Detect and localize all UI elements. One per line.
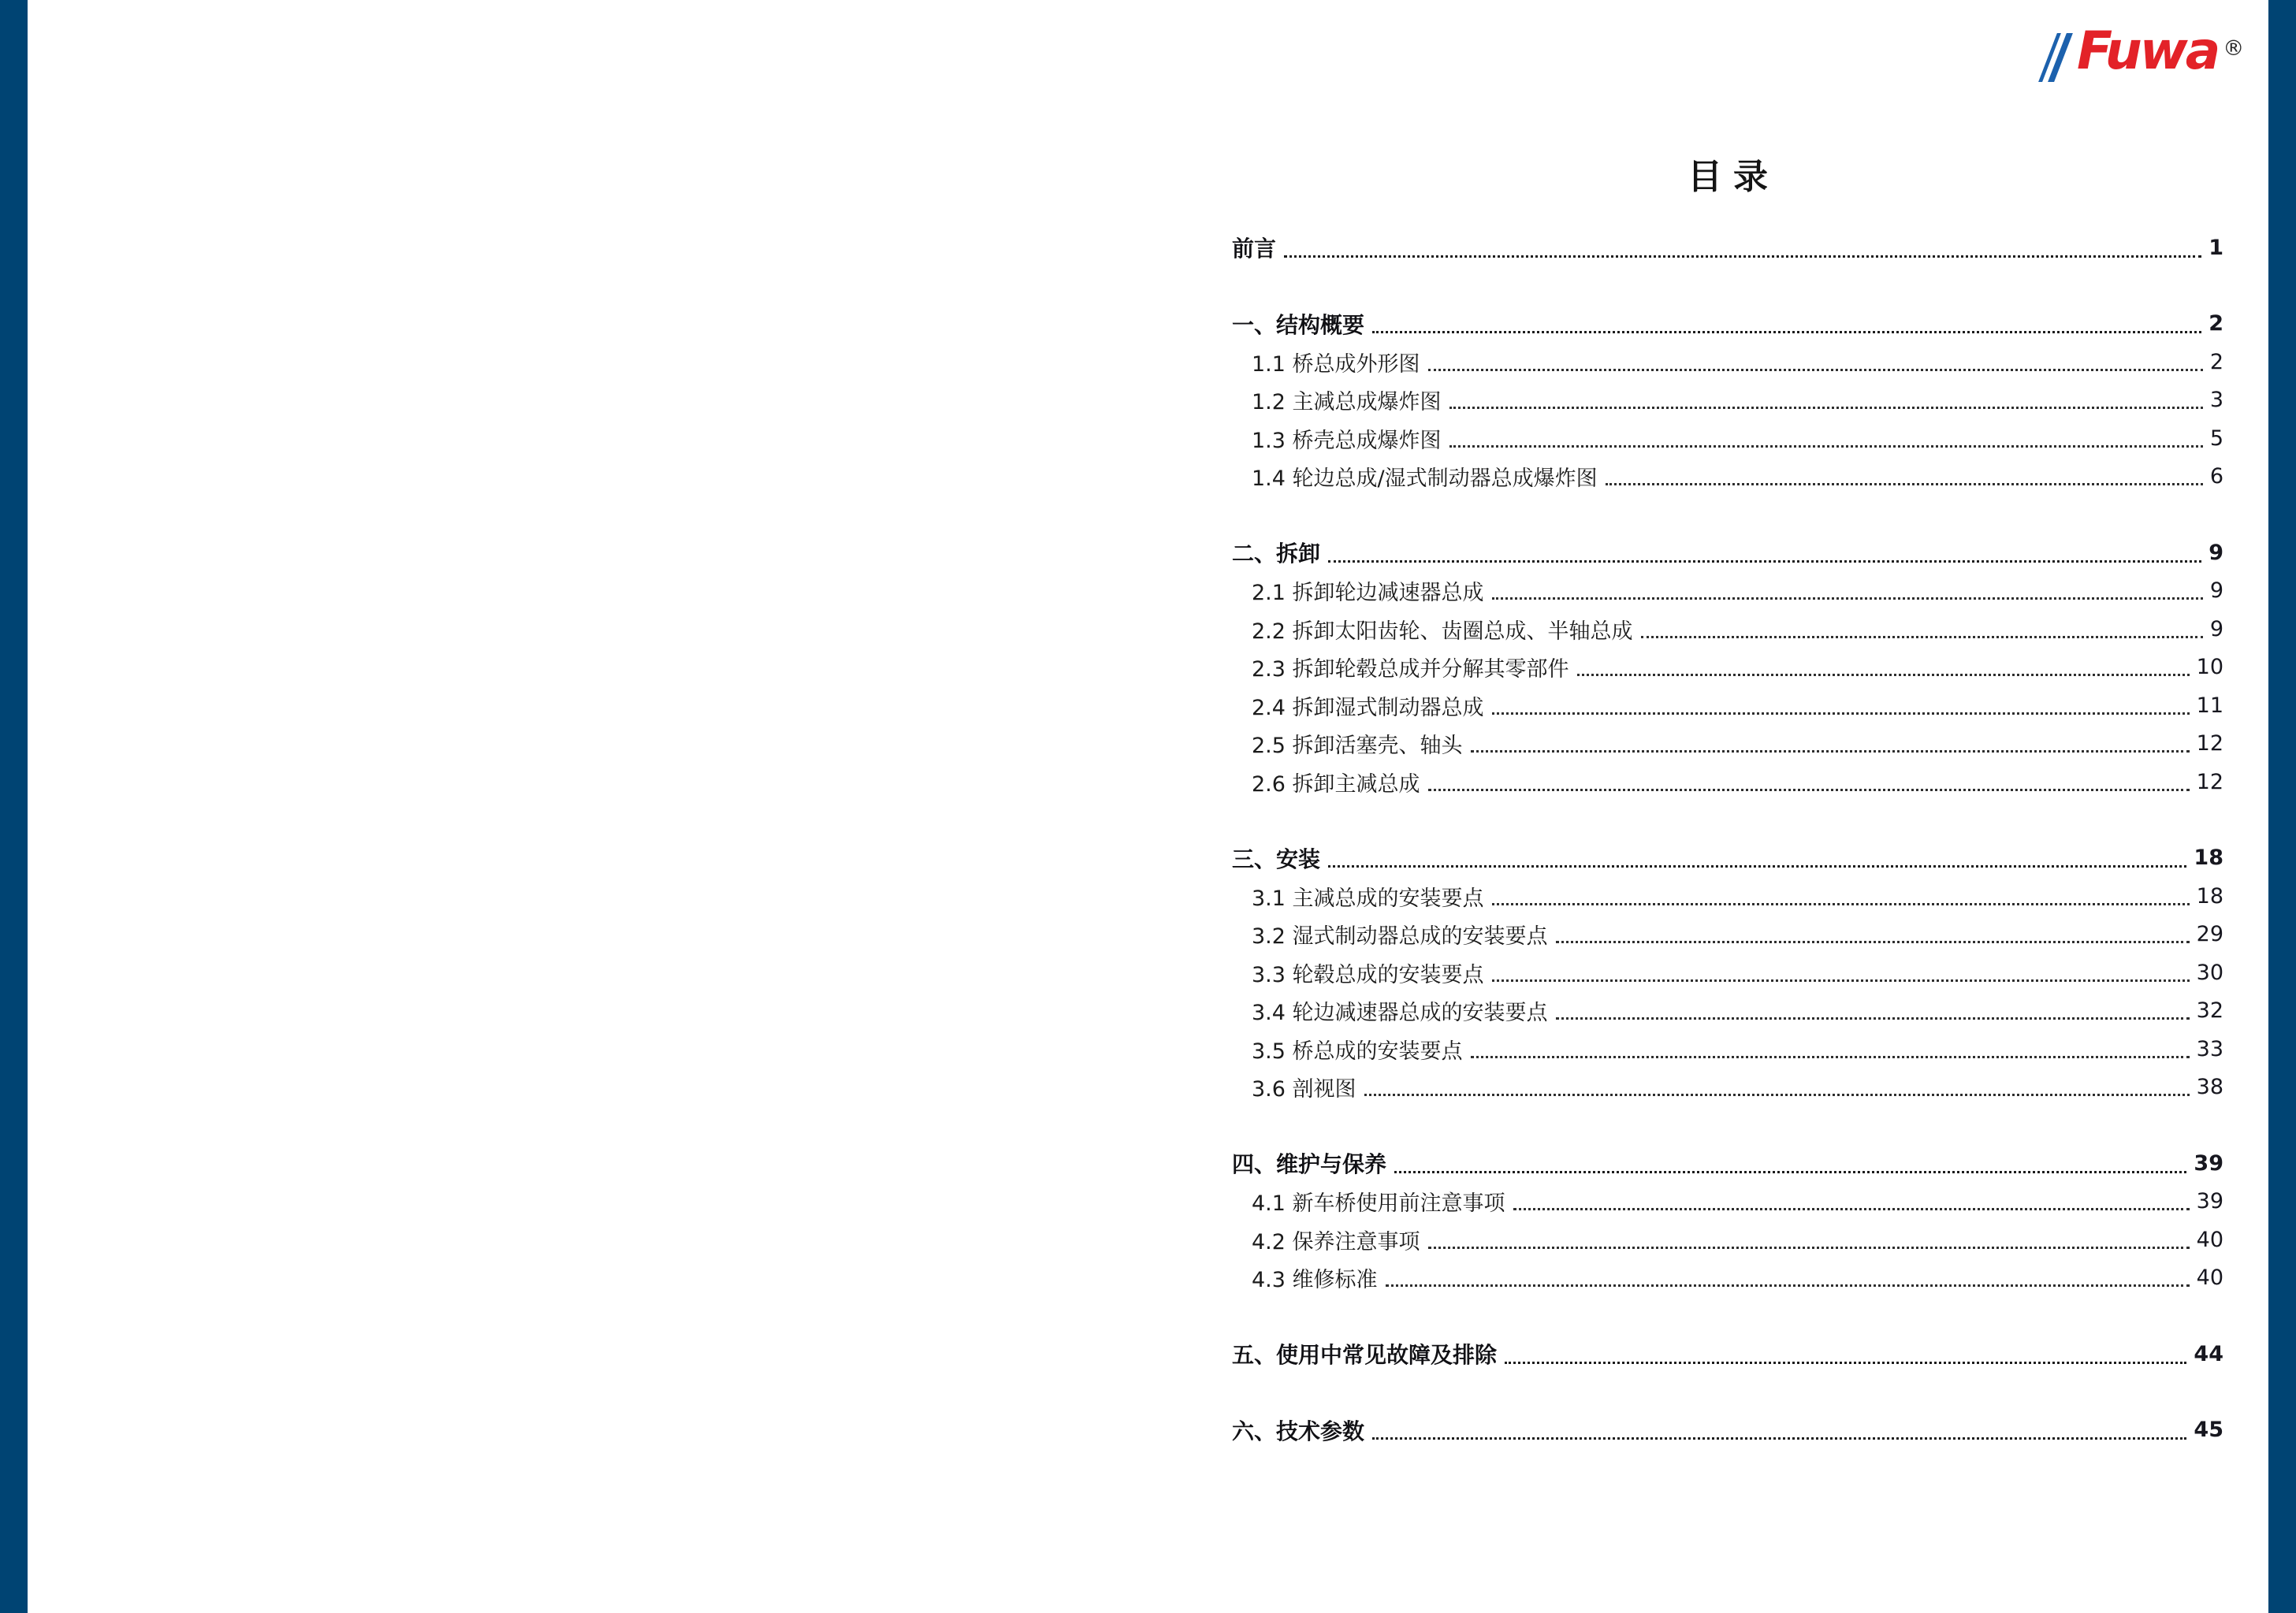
toc-entry-page: 40	[2196, 1227, 2223, 1252]
toc-entry-label: 前言	[1232, 236, 1277, 262]
toc-entry-1-2[interactable]	[1232, 381, 2223, 420]
dotted-leader	[1428, 369, 2203, 371]
toc-entry-4-3[interactable]	[1232, 1259, 2223, 1298]
toc-entry-page: 6	[2209, 464, 2223, 489]
dotted-leader	[1372, 331, 2201, 333]
toc-entry-4-2[interactable]	[1232, 1221, 2223, 1259]
toc-entry-label: 3.6 剖视图	[1252, 1077, 1356, 1102]
toc-entry-label: 1.3 桥壳总成爆炸图	[1252, 428, 1442, 453]
toc-entry-3-6[interactable]	[1232, 1069, 2223, 1107]
toc-entry-label: 2.1 拆卸轮边减速器总成	[1252, 581, 1484, 606]
dotted-leader	[1492, 903, 2190, 905]
toc-entry-2-5[interactable]	[1232, 725, 2223, 764]
dotted-leader	[1372, 1437, 2186, 1440]
toc-entry-label: 3.4 轮边减速器总成的安装要点	[1252, 1001, 1548, 1026]
toc-entry-page: 38	[2196, 1075, 2223, 1100]
dotted-leader	[1386, 1284, 2190, 1287]
toc-entry-page: 30	[2196, 960, 2223, 985]
toc-entry-label: 1.1 桥总成外形图	[1252, 351, 1420, 377]
toc-entry-2-6[interactable]	[1232, 763, 2223, 801]
toc-entry-label: 2.4 拆卸湿式制动器总成	[1252, 695, 1484, 720]
toc-entry-page: 9	[2209, 578, 2223, 604]
toc-entry-section-3[interactable]	[1232, 839, 2223, 878]
dotted-leader	[1394, 1171, 2186, 1173]
table-of-contents	[1232, 229, 2223, 1449]
toc-entry-section-1[interactable]	[1232, 305, 2223, 344]
toc-entry-label: 2.5 拆卸活塞壳、轴头	[1252, 734, 1463, 759]
dotted-leader	[1428, 789, 2190, 791]
toc-entry-label: 3.5 桥总成的安装要点	[1252, 1039, 1463, 1064]
toc-entry-4-1[interactable]	[1232, 1183, 2223, 1221]
dotted-leader	[1471, 750, 2190, 753]
toc-entry-label: 一、结构概要	[1232, 311, 1365, 338]
right-edge-bar	[2268, 0, 2296, 1613]
toc-entry-page: 11	[2196, 693, 2223, 718]
toc-entry-page: 9	[2209, 540, 2223, 565]
dotted-leader	[1492, 979, 2190, 982]
toc-entry-page: 40	[2196, 1265, 2223, 1291]
logo-wordmark: Fuwa	[2077, 20, 2219, 81]
dotted-leader	[1449, 445, 2203, 448]
dotted-leader	[1328, 865, 2186, 868]
dotted-leader	[1577, 674, 2190, 676]
toc-entry-3-2[interactable]	[1232, 916, 2223, 954]
toc-entry-2-2[interactable]	[1232, 610, 2223, 649]
toc-entry-page: 3	[2209, 388, 2223, 413]
toc-entry-label: 1.2 主减总成爆炸图	[1252, 390, 1442, 415]
toc-entry-label: 六、技术参数	[1232, 1418, 1365, 1444]
toc-entry-page: 18	[2194, 846, 2223, 871]
toc-entry-page: 33	[2196, 1036, 2223, 1061]
toc-entry-label: 3.2 湿式制动器总成的安装要点	[1252, 924, 1548, 950]
toc-entry-1-3[interactable]	[1232, 419, 2223, 458]
toc-entry-page: 45	[2194, 1418, 2223, 1443]
logo-slashes-icon	[2048, 33, 2069, 82]
toc-entry-3-3[interactable]	[1232, 953, 2223, 992]
toc-entry-section-6[interactable]	[1232, 1411, 2223, 1450]
toc-entry-3-5[interactable]	[1232, 1030, 2223, 1069]
dotted-leader	[1471, 1056, 2190, 1058]
dotted-leader	[1492, 597, 2203, 600]
toc-entry-section-4[interactable]	[1232, 1144, 2223, 1183]
fuwa-logo	[2048, 20, 2245, 91]
toc-entry-page: 44	[2194, 1341, 2223, 1366]
toc-entry-section-2[interactable]	[1232, 533, 2223, 572]
dotted-leader	[1449, 407, 2203, 409]
toc-entry-section-5[interactable]	[1232, 1335, 2223, 1373]
toc-entry-label: 2.2 拆卸太阳齿轮、齿圈总成、半轴总成	[1252, 619, 1633, 644]
dotted-leader	[1513, 1208, 2190, 1210]
toc-entry-page: 39	[2194, 1150, 2223, 1176]
toc-entry-page: 29	[2196, 922, 2223, 947]
toc-entry-label: 2.3 拆卸轮毂总成并分解其零部件	[1252, 657, 1569, 682]
left-edge-bar	[0, 0, 28, 1613]
toc-entry-preface[interactable]	[1232, 229, 2223, 267]
dotted-leader	[1556, 941, 2190, 943]
toc-entry-label: 3.1 主减总成的安装要点	[1252, 886, 1484, 911]
dotted-leader	[1606, 483, 2203, 485]
toc-entry-page: 12	[2196, 769, 2223, 794]
toc-entry-page: 12	[2196, 731, 2223, 756]
toc-entry-label: 五、使用中常见故障及排除	[1232, 1342, 1498, 1369]
toc-entry-page: 32	[2196, 998, 2223, 1024]
toc-entry-label: 3.3 轮毂总成的安装要点	[1252, 962, 1484, 987]
toc-entry-label: 三、安装	[1232, 846, 1321, 872]
toc-entry-label: 2.6 拆卸主减总成	[1252, 771, 1420, 797]
registered-trademark-icon: ®	[2223, 36, 2245, 61]
toc-entry-2-3[interactable]	[1232, 649, 2223, 687]
toc-entry-label: 1.4 轮边总成/湿式制动器总成爆炸图	[1252, 466, 1598, 492]
dotted-leader	[1364, 1094, 2190, 1096]
toc-entry-2-1[interactable]	[1232, 572, 2223, 611]
toc-entry-3-1[interactable]	[1232, 877, 2223, 916]
toc-entry-page: 2	[2209, 349, 2223, 374]
dotted-leader	[1556, 1017, 2190, 1020]
toc-entry-label: 4.3 维修标准	[1252, 1268, 1378, 1293]
toc-entry-1-4[interactable]	[1232, 458, 2223, 496]
toc-entry-label: 4.2 保养注意事项	[1252, 1229, 1420, 1254]
dotted-leader	[1492, 712, 2190, 715]
dotted-leader	[1284, 255, 2201, 258]
dotted-leader	[1428, 1247, 2190, 1249]
toc-entry-label: 4.1 新车桥使用前注意事项	[1252, 1191, 1505, 1217]
toc-entry-page: 10	[2196, 655, 2223, 680]
page-title: 目录	[1688, 157, 1779, 197]
toc-entry-1-1[interactable]	[1232, 343, 2223, 381]
toc-entry-page: 39	[2196, 1189, 2223, 1214]
toc-entry-page: 9	[2209, 616, 2223, 641]
toc-entry-page: 18	[2196, 883, 2223, 909]
toc-entry-page: 1	[2209, 235, 2223, 260]
toc-entry-page: 2	[2209, 311, 2223, 336]
toc-entry-3-4[interactable]	[1232, 992, 2223, 1031]
toc-entry-label: 四、维护与保养	[1232, 1151, 1387, 1178]
toc-entry-2-4[interactable]	[1232, 686, 2223, 725]
dotted-leader	[1328, 560, 2201, 563]
toc-entry-page: 5	[2209, 426, 2223, 451]
dotted-leader	[1505, 1362, 2186, 1364]
dotted-leader	[1641, 636, 2203, 638]
toc-entry-label: 二、拆卸	[1232, 541, 1321, 567]
